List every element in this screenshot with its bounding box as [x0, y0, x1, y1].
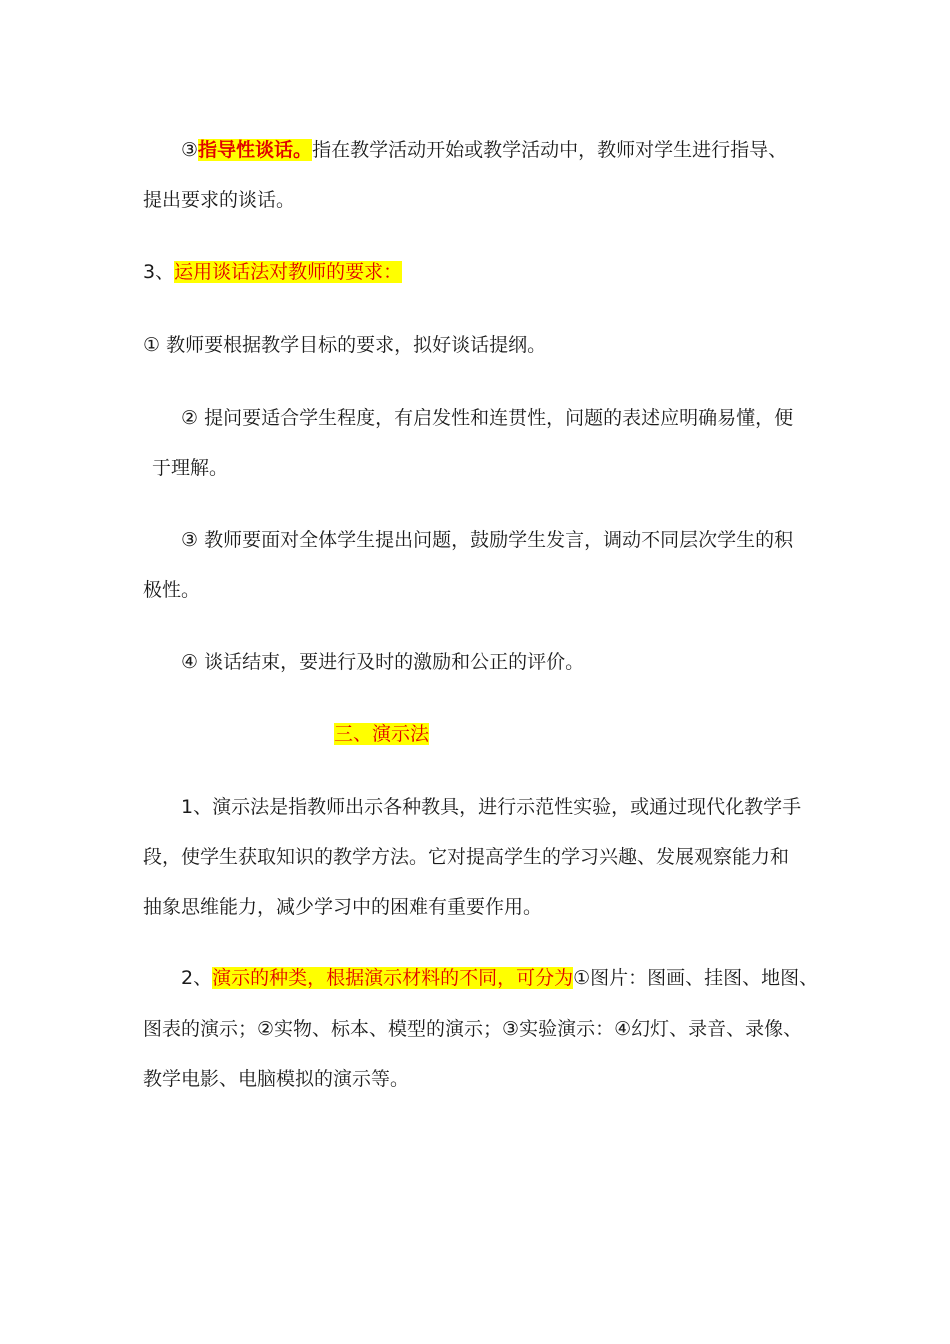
heading-prefix: 3、	[143, 261, 175, 283]
highlight-demo-types: 演示的种类，根据演示材料的不同，可分为	[212, 967, 574, 989]
requirement-4: ④ 谈话结束，要进行及时的激励和公正的评价。	[181, 651, 585, 673]
text: ①图片：图画、挂图、地图、	[573, 967, 819, 989]
heading-teacher-requirements	[143, 259, 402, 285]
requirement-2-line2: 于理解。	[152, 457, 229, 479]
demo-types-line1	[181, 965, 818, 991]
item-number: ③	[181, 139, 199, 161]
text: 指在教学活动开始或教学活动中，教师对学生进行指导、	[312, 139, 788, 161]
requirement-3-line1: ③ 教师要面对全体学生提出问题，鼓励学生发言，调动不同层次学生的积	[181, 529, 794, 551]
highlight-section-title: 三、演示法	[334, 723, 430, 745]
paragraph-guided-talk-line1	[181, 137, 787, 163]
section-title-demonstration	[334, 721, 429, 747]
demo-definition-line2: 段，使学生获取知识的教学方法。它对提高学生的学习兴趣、发展观察能力和	[143, 846, 790, 868]
demo-definition-line3: 抽象思维能力，减少学习中的困难有重要作用。	[143, 896, 543, 918]
highlight-teacher-requirements: 运用谈话法对教师的要求：	[174, 261, 403, 283]
highlight-guided-talk: 指导性谈话。	[198, 139, 313, 161]
demo-definition-line1: 1、演示法是指教师出示各种教具，进行示范性实验，或通过现代化教学手	[181, 796, 802, 818]
demo-types-line2: 图表的演示；②实物、标本、模型的演示；③实验演示：④幻灯、录音、录像、	[143, 1018, 803, 1040]
paragraph-guided-talk-line2: 提出要求的谈话。	[143, 189, 296, 211]
requirement-1: ① 教师要根据教学目标的要求，拟好谈话提纲。	[143, 334, 547, 356]
item-prefix: 2、	[181, 967, 213, 989]
requirement-2-line1: ② 提问要适合学生程度，有启发性和连贯性，问题的表述应明确易懂，便	[181, 407, 794, 429]
requirement-3-line2: 极性。	[143, 579, 201, 601]
demo-types-line3: 教学电影、电脑模拟的演示等。	[143, 1068, 410, 1090]
